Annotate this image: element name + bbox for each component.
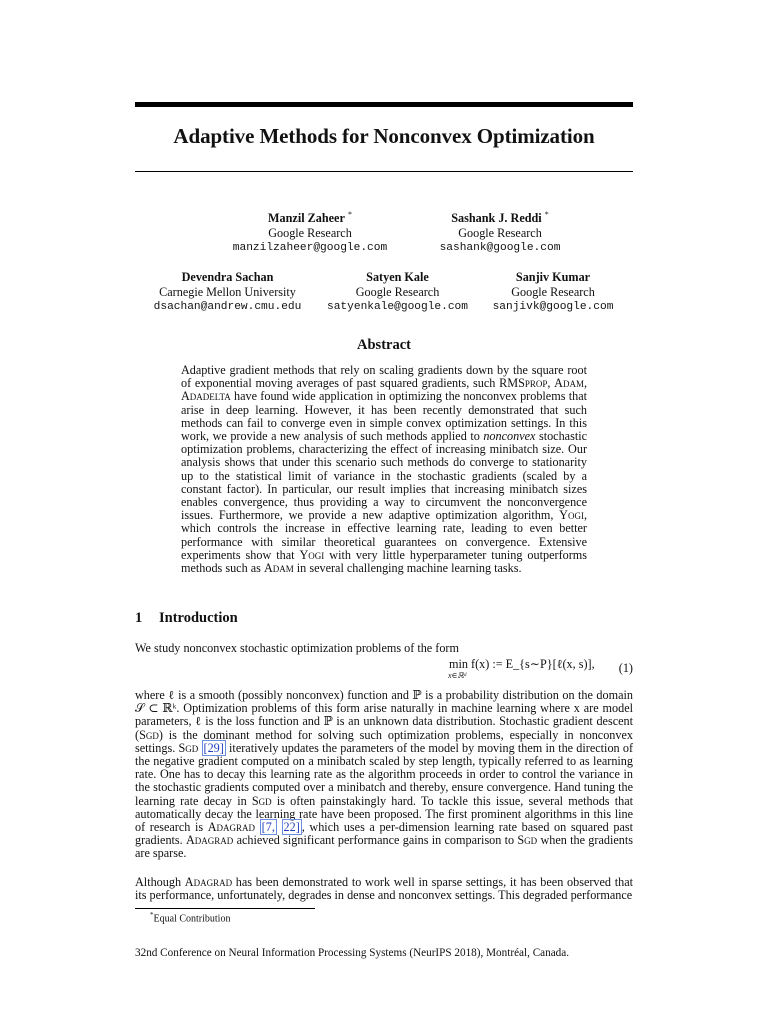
equation-expression: min f(x) := E_{s∼P}[ℓ(x, s)],: [449, 657, 595, 671]
author-affiliation: Carnegie Mellon University: [159, 285, 296, 299]
intro-paragraph: where ℓ is a smooth (possibly nonconvex) function and ℙ is a probability distribution on the domain 𝒮 ⊂ ℝᵏ. Optimization problems of this form arise naturally in machine learning where x are model parameters, ℓ is the loss function and ℙ is an unknown data distribution. Stochastic gradient descent (Sgd) is the dominant method for solving such optimization problems, especially in nonconvex settings. Sgd [29] iteratively updates the parameters of the model by moving them in the direction of the negative gradient computed on a minibatch scaled by step length, typically referred to as learning rate. One has to decay this learning rate as the algorithm proceeds in order to control the variance in the stochastic gradients computed over a minibatch and thereby, ensure convergence. Hand tuning the learning rate decay in Sgd is often painstakingly hard. To tackle this issue, several methods that automatically decay the learning rate have been proposed. The first prominent algorithms in this line of research is Adagrad [7, 22] , which uses a per-dimension learning rate based on squared past gradients. Adagrad achieved significant performance gains in comparison to Sgd when the gradients are sparse.: [135, 688, 634, 861]
author-mark: *: [347, 210, 352, 219]
author-affiliation: Google Research: [355, 285, 440, 299]
intro-line: We study nonconvex stochastic optimization problems of the form: [135, 641, 459, 655]
author-affiliation: Google Research: [511, 285, 595, 299]
equation-subscript: x∈ℝᵈ: [448, 671, 467, 680]
equation-number: (1): [618, 661, 633, 675]
author-name: Satyen Kale: [366, 270, 429, 284]
title-top-rule: [135, 102, 633, 107]
paper-title: Adaptive Methods for Nonconvex Optimization: [173, 124, 595, 148]
section-heading: 1 Introduction: [135, 610, 238, 626]
conference-line: 32nd Conference on Neural Information Processing Systems (NeurIPS 2018), Montréal, Canada.: [135, 947, 570, 959]
author-block: [200, 207, 420, 256]
citation-link[interactable]: [29]: [203, 740, 224, 755]
author-email: dsachan@andrew.cmu.edu: [153, 301, 302, 313]
footnote: *Equal Contribution: [150, 911, 231, 925]
author-affiliation: Google Research: [268, 226, 352, 241]
author-name: Sashank J. Reddi: [451, 211, 542, 226]
equation-1: [135, 657, 633, 685]
author-email: manzilzaheer@google.com: [232, 242, 388, 255]
citation-link[interactable]: 22]: [283, 820, 300, 835]
author-email: sanjivk@google.com: [492, 301, 614, 313]
intro-paragraph: Although Adagrad has been demonstrated to work well in sparse settings, it has been observed that its performance, unfortunately, degrades in dense and nonconvex settings. This degraded performance: [135, 875, 633, 903]
author-mark: *: [544, 210, 549, 219]
abstract-text: Adaptive gradient methods that rely on scaling gradients down by the square root of exponential moving averages of past squared gradients, such RMSprop, Adam, Adadelta have found wide application in optimizing the nonconvex problems that arise in deep learning. However, it has been recently demonstrated that such methods can fail to converge even in simple convex optimization settings. In this work, we provide a new analysis of such methods applied to nonconvex stochastic optimization problems, characterizing the effect of increasing minibatch size. Our analysis shows that under this scenario such methods do converge to stationarity up to the statistical limit of variance in the stochastic gradients (scaled by a constant factor). In particular, our result implies that increasing minibatch sizes enables convergence, thus providing a way to circumvent the nonconvergence issues. Furthermore, we provide a new adaptive optimization algorithm, Yogi, which controls the increase in effective learning rate, leading to even better performance with similar theoretical guarantees on convergence. Extensive experiments show that Yogi with very little hyperparameter tuning outperforms methods such as Adam in several challenging machine learning tasks.: [181, 363, 588, 576]
title-bottom-rule: [135, 171, 633, 172]
author-name: Sanjiv Kumar: [515, 270, 591, 284]
author-name: Devendra Sachan: [181, 270, 274, 284]
author-block: [478, 270, 628, 315]
footnote-rule: [135, 908, 315, 909]
author-email: sashank@google.com: [439, 242, 561, 255]
author-block: [130, 270, 325, 315]
author-name: Manzil Zaheer: [268, 211, 345, 226]
citation-link[interactable]: [7,: [261, 820, 275, 835]
abstract-heading: Abstract: [357, 337, 411, 353]
author-block: [390, 207, 610, 256]
author-email: satyenkale@google.com: [327, 301, 468, 313]
author-affiliation: Google Research: [458, 226, 542, 241]
author-block: [310, 270, 485, 315]
